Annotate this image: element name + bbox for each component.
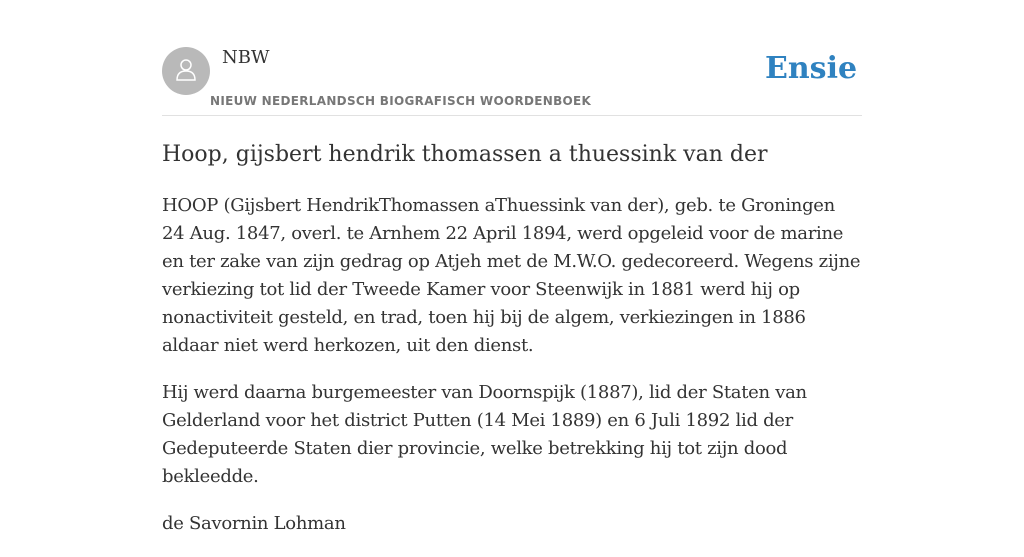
article-paragraph: HOOP (Gijsbert HendrikThomassen aThuessink van der), geb. te Groningen 24 Aug. 1847, overl. te Arnhem 22 April 1894, werd opgeleid voor de marine en ter zake van zijn gedrag op Atjeh met de M.W.O. gedecoreerd. Wegens zijne verkiezing tot lid der Tweede Kamer voor Steenwijk in 1881 werd hij op nonactiviteit gesteld, en trad, toen hij bij de algem, verkiezingen in 1886 aldaar niet werd herkozen, uit den dienst. [162, 195, 861, 356]
header-divider [162, 115, 862, 116]
article-paragraph: Hij werd daarna burgemeester van Doornspijk (1887), lid der Staten van Gelderland voor het district Putten (14 Mei 1889) en 6 Juli 1892 lid der Gedeputeerde Staten dier provincie, welke betrekking hij tot zijn dood bekleedde. [162, 382, 807, 487]
source-full-name[interactable]: NIEUW NEDERLANDSCH BIOGRAFISCH WOORDENBOEK [210, 94, 592, 108]
user-icon [172, 55, 200, 87]
article-author: de Savornin Lohman [162, 513, 346, 534]
source-name[interactable]: NBW [222, 47, 270, 68]
article-body [162, 192, 862, 557]
source-avatar[interactable] [162, 47, 210, 95]
article-title: Hoop, gijsbert hendrik thomassen a thuessink van der [162, 142, 768, 167]
ensie-logo[interactable]: Ensie [765, 51, 858, 86]
